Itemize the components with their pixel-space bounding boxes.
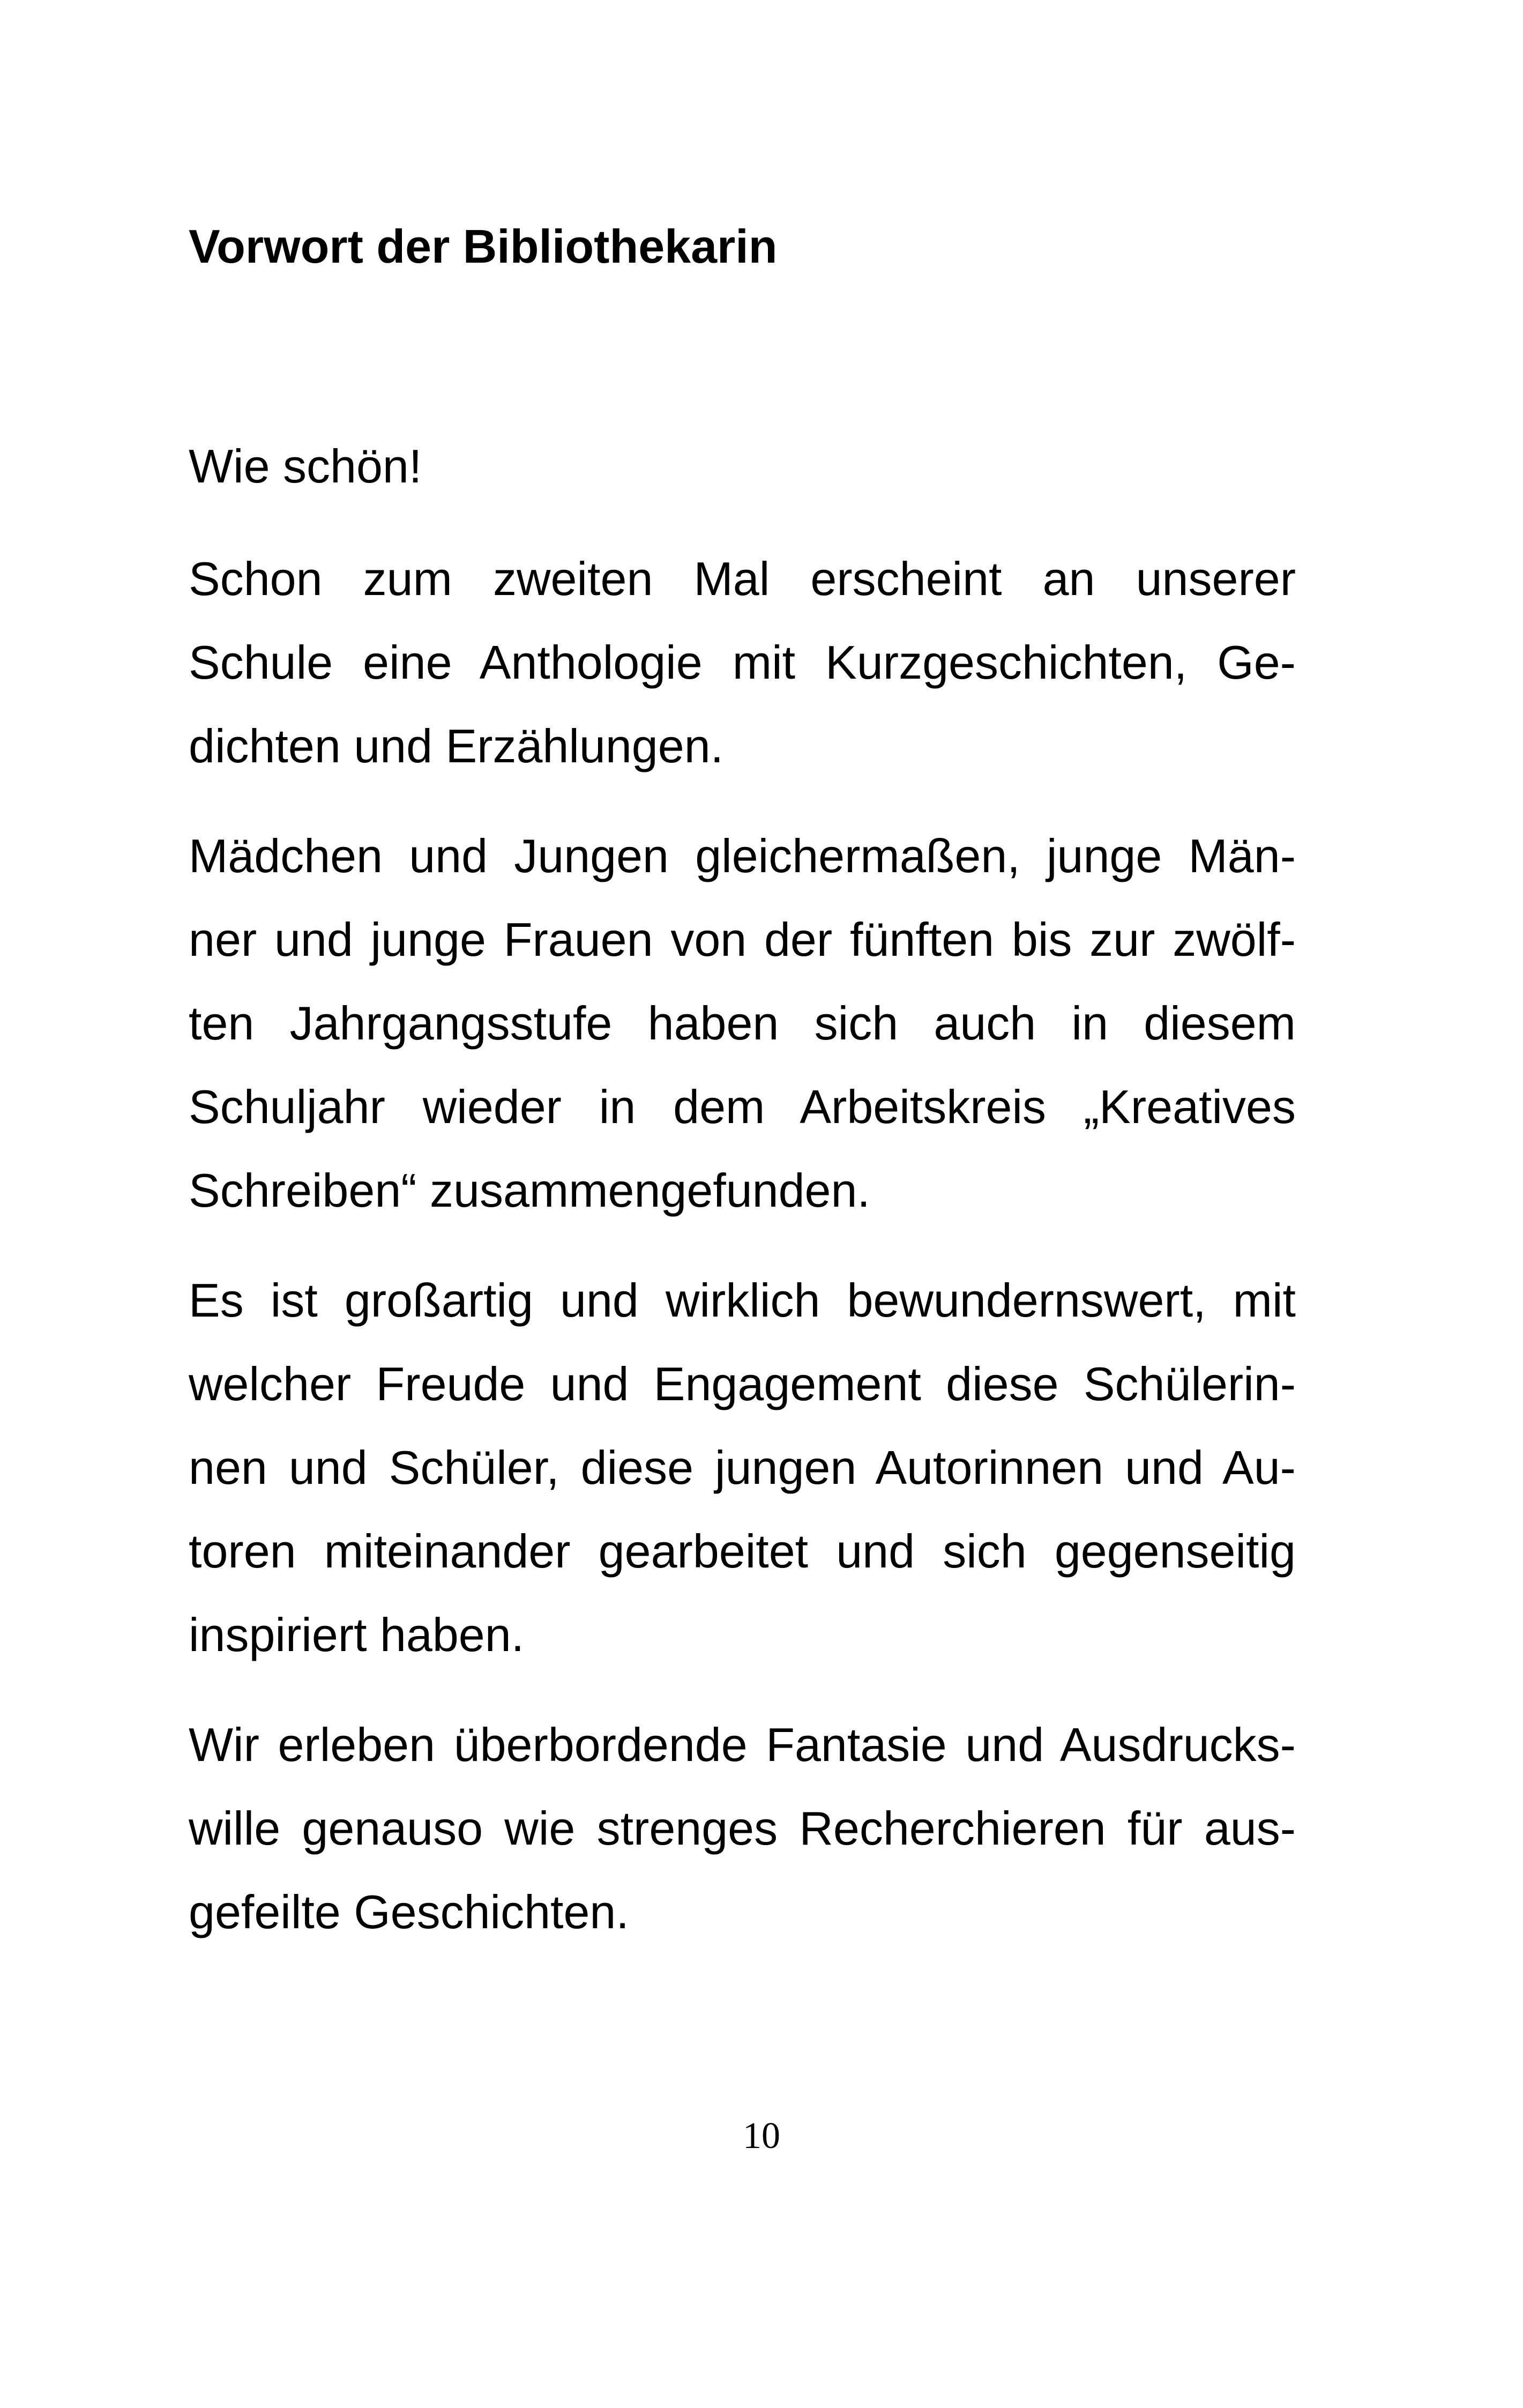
paragraph-3-line-3: nen und Schüler, diese jungen Autorinnen und Au- — [189, 1441, 1296, 1494]
paragraph-2-line-1: Mädchen und Jungen gleichermaßen, junge Män- — [189, 829, 1296, 882]
page-heading: Vorwort der Bibliothekarin — [189, 220, 778, 273]
paragraph-3-line-5: inspiriert haben. — [189, 1608, 525, 1661]
paragraph-3-line-2: welcher Freude und Engagement diese Schülerin- — [189, 1357, 1296, 1410]
paragraph-4-line-3: gefeilte Geschichten. — [189, 1885, 629, 1938]
paragraph-2-line-5: Schreiben“ zusammengefunden. — [189, 1164, 870, 1217]
intro-line: Wie schön! — [189, 440, 422, 493]
paragraph-2-line-2: ner und junge Frauen von der fünften bis zur zwölf- — [189, 913, 1296, 966]
paragraph-4-line-2: wille genauso wie strenges Recherchieren für aus- — [189, 1802, 1296, 1855]
paragraph-3-line-4: toren miteinander gearbeitet und sich gegenseitig — [189, 1525, 1296, 1578]
paragraph-3-line-1: Es ist großartig und wirklich bewundernswert, mit — [189, 1274, 1296, 1327]
paragraph-1-line-3: dichten und Erzählungen. — [189, 719, 724, 772]
page-number: 10 — [743, 2115, 780, 2157]
paragraph-2-line-3: ten Jahrgangsstufe haben sich auch in diesem — [189, 997, 1296, 1050]
paragraph-1-line-1: Schon zum zweiten Mal erscheint an unserer — [189, 552, 1296, 605]
paragraph-4-line-1: Wir erleben überbordende Fantasie und Ausdrucks- — [189, 1718, 1296, 1771]
paragraph-2-line-4: Schuljahr wieder in dem Arbeitskreis „Kreatives — [189, 1080, 1296, 1133]
paragraph-1-line-2: Schule eine Anthologie mit Kurzgeschichten, Ge- — [189, 636, 1296, 689]
